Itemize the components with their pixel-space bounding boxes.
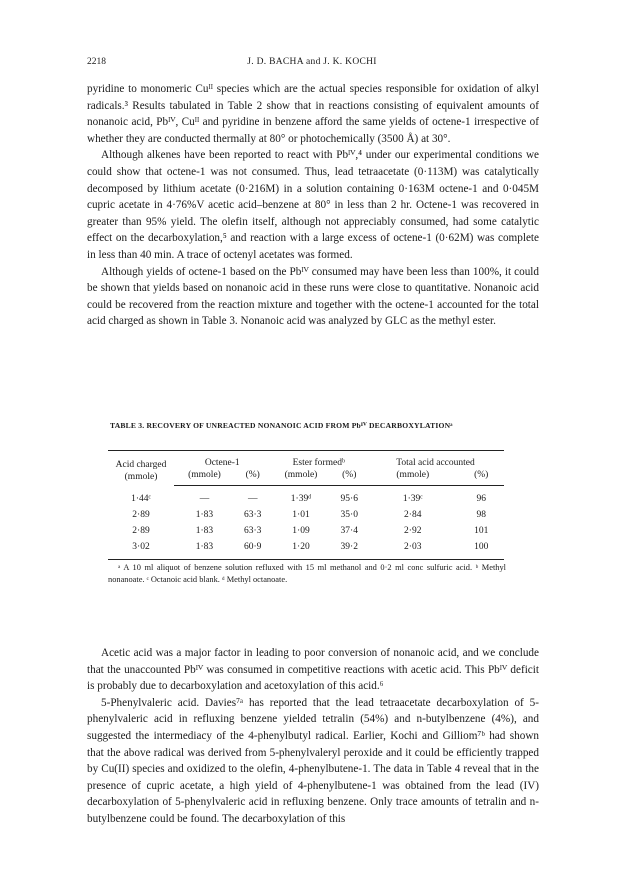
table-cell: 100 [458, 539, 504, 560]
paragraph: pyridine to monomeric Cuᴵᴵ species which are the actual species responsible for oxidation of alkyl radicals.³ Results tabulated in Table 2 show that in reactions consisting of equivalent amounts of nonanoic acid, Pbᴵⱽ, Cuᴵᴵ and pyridine in benzene afford the same yields of octene-1 irrespective of whether they are conducted thermally at 80° or photochemically (3500 Å) at 30°. [87, 83, 539, 145]
table-cell: 1·39ᶜ [402, 494, 423, 504]
data-table [108, 450, 504, 560]
table-header-row [108, 451, 504, 470]
paragraph: 5-Phenylvaleric acid. Davies⁷ᵃ has reported that the lead tetraacetate decarboxylation of 5-phenylvaleric acid in refluxing benzene yielded tetralin (54%) and n-butylbenzene (4%), and suggested the intermediacy of the 4-phenylbutyl radical. Earlier, Kochi and Gilliom⁷ᵇ had shown that the above radical was derived from 5-phenylvaleryl peroxide and it could be efficiently trapped by Cu(II) species and oxidized to the olefin, 4-phenylbutene-1. The data in Table 4 reveal that in the presence of cupric acetate, a high yield of 4-phenylbutene-1 was obtained from the lead (IV) decarboxylation of 5-phenylvaleric acid in refluxing benzene. Only trace amounts of tetralin and n-butylbenzene could be found. The decarboxylation of this [87, 696, 539, 825]
table-cell: 1·01 [292, 510, 310, 520]
column-header-octene: Octene-1 [174, 451, 271, 470]
table-cell: 2·89 [132, 526, 150, 536]
table-cell: 101 [474, 526, 489, 536]
table-cell: — [247, 494, 258, 504]
subheader-mmole: (mmole) [271, 469, 332, 486]
body-text-bottom [87, 645, 539, 828]
body-text-top [87, 81, 539, 330]
table-cell: — [199, 494, 210, 504]
table-cell: 1·39ᵈ [290, 494, 312, 504]
table-cell: 1·83 [174, 539, 235, 560]
table-cell: 63·3 [244, 510, 262, 520]
table-caption: TABLE 3. RECOVERY OF UNREACTED NONANOIC ACID FROM Pbᴵⱽ DECARBOXYLATIONᵃ [110, 421, 453, 430]
table-cell: 1·09 [292, 526, 310, 536]
running-header-authors: J. D. BACHA and J. K. KOCHI [247, 57, 377, 67]
paragraph: Although yields of octene-1 based on the Pbᴵⱽ consumed may have been less than 100%, it could be shown that yields based on nonanoic acid in these runs were close to quantitative. Nonanoic acid could be recovered from the reaction mixture and together with the octene-1 accounted for the total acid charged as shown in Table 3. Nonanoic acid was analyzed by GLC as the methyl ester. [87, 265, 539, 328]
page-number: 2218 [87, 57, 106, 67]
table-cell: 2·03 [367, 539, 458, 560]
table-cell: 96 [476, 494, 486, 504]
running-header [87, 55, 537, 69]
table-cell: 35·0 [340, 510, 358, 520]
table-cell: 60·9 [235, 539, 271, 560]
table-row [108, 486, 504, 508]
table-cell: 2·92 [404, 526, 422, 536]
table-row [108, 507, 504, 523]
table-cell: 98 [476, 510, 486, 520]
table-cell: 1·83 [195, 510, 214, 520]
subheader-mmole: (mmole) [174, 469, 235, 486]
column-header-ester: Ester formedᵇ [271, 451, 368, 470]
table-cell: 95·6 [340, 494, 358, 504]
subheader-pct: (%) [331, 469, 367, 486]
subheader-pct: (%) [235, 469, 271, 486]
table-cell: 3·02 [108, 539, 174, 560]
table-footnote [108, 562, 506, 586]
table-cell: 1·20 [271, 539, 332, 560]
column-header-acid-charged: Acid charged (mmole) [108, 451, 174, 486]
table-footnote-text: ᵃ A 10 ml aliquot of benzene solution refluxed with 15 ml methanol and 0·2 ml conc sulfuric acid. ᵇ Methyl nonanoate. ᶜ Octanoic acid blank. ᵈ Methyl octanoate. [108, 563, 506, 584]
table-cell: 39·2 [331, 539, 367, 560]
table-cell: 1·44ᶜ [131, 493, 151, 504]
column-header-total: Total acid accounted [367, 451, 504, 470]
table-cell: 2·84 [404, 510, 422, 520]
paragraph: Acetic acid was a major factor in leading to poor conversion of nonanoic acid, and we conclude that the unaccounted Pbᴵⱽ was consumed in competitive reactions with acetic acid. This Pbᴵⱽ deficit is probably due to decarboxylation and acetoxylation of this acid.⁶ [87, 647, 539, 693]
table-row [108, 539, 504, 560]
table-cell: 1·83 [195, 526, 214, 536]
subheader-pct: (%) [458, 469, 504, 486]
table-row [108, 523, 504, 539]
table-cell: 63·3 [244, 526, 262, 536]
subheader-mmole: (mmole) [367, 469, 458, 486]
table-cell: 2·89 [132, 510, 150, 520]
table-cell: 37·4 [340, 526, 358, 536]
paragraph: Although alkenes have been reported to react with Pbᴵⱽ,⁴ under our experimental conditions we could show that octene-1 was not consumed. Thus, lead tetraacetate (0·113M) was catalytically decomposed by lithium acetate (0·216M) in a solution containing 0·163M octene-1 and 0·045M cupric acetate in 4·76%V acetic acid–benzene at 80° in less than 2 hr. Octene-1 was recovered in greater than 95% yield. The olefin itself, although not appreciably consumed, had some catalytic effect on the decarboxylation,⁵ and reaction with a large excess of octene-1 (0·62M) was complete in less than 40 min. A trace of octenyl acetates was formed. [87, 149, 539, 261]
